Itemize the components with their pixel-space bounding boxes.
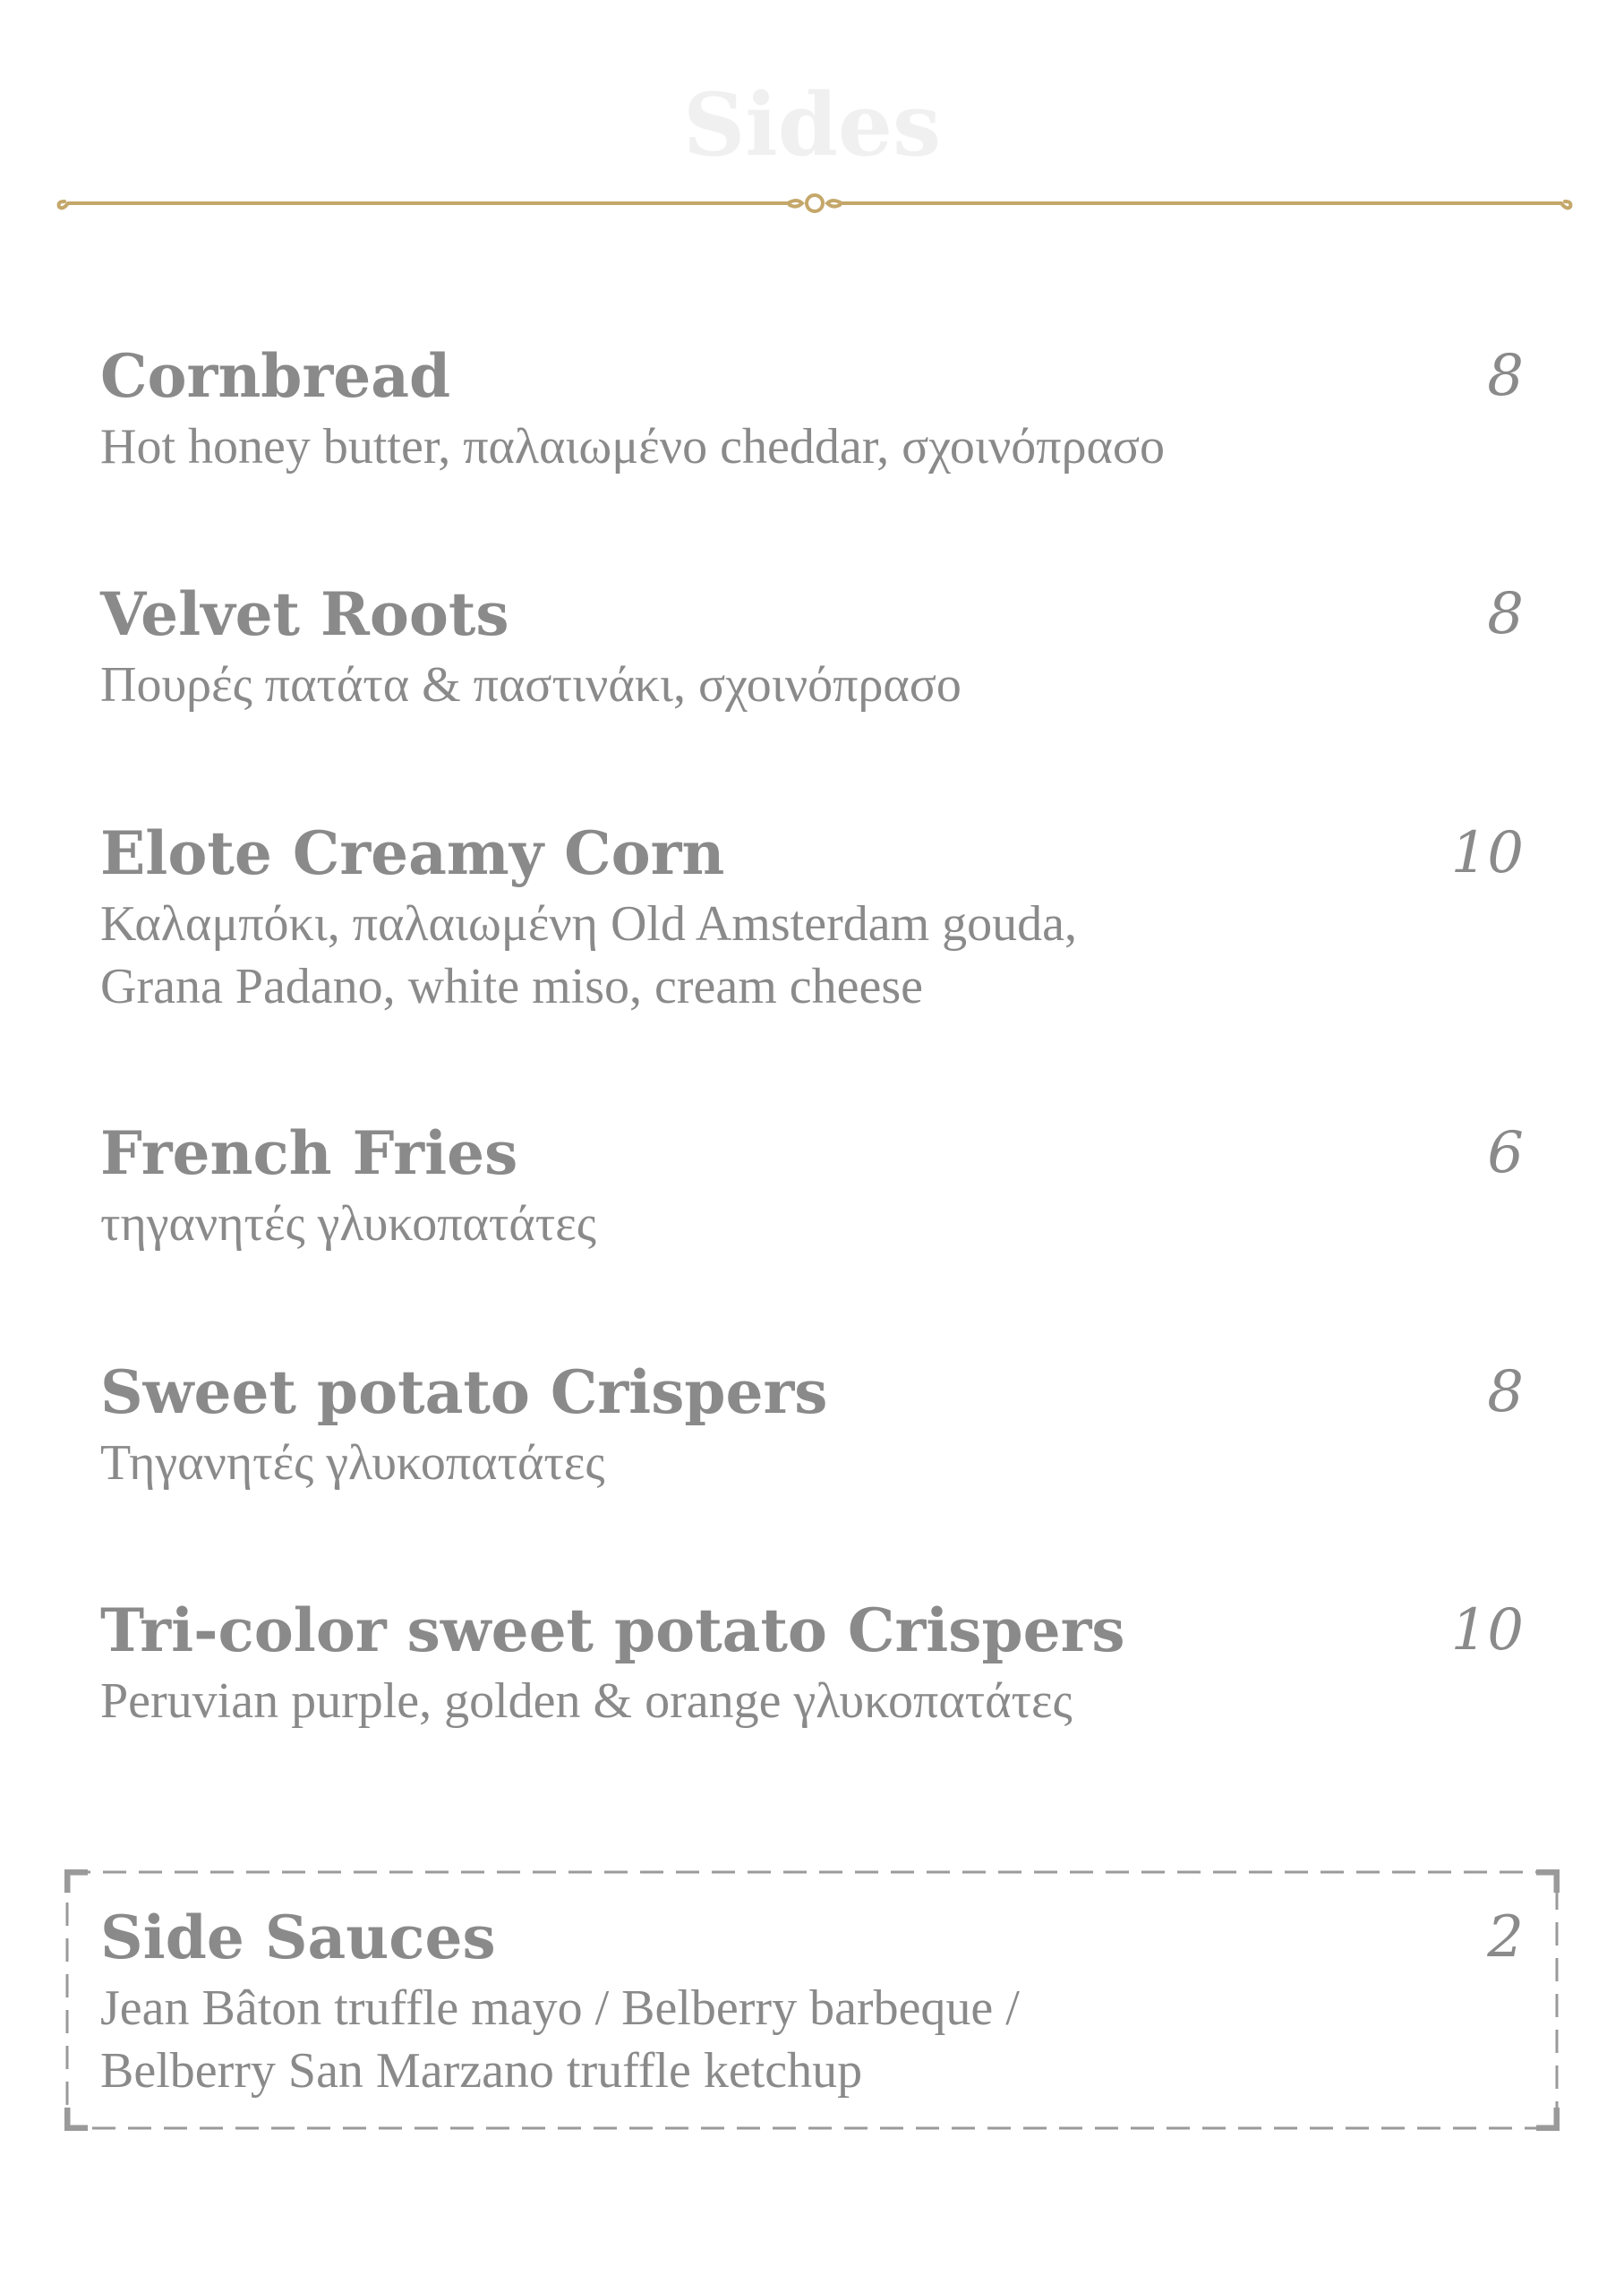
item-name: Elote Creamy Corn [100,818,725,888]
item-price: 2 [1487,1904,1524,1971]
item-description: τηγανητές γλυκοπατάτες [100,1196,596,1252]
menu-item-elote-creamy-corn [100,814,1524,1018]
item-description: Hot honey butter, παλαιωμένο cheddar, σχοινόπρασο [100,419,1166,475]
item-name: Velvet Roots [100,579,509,649]
menu-item-velvet-roots [100,575,1524,716]
item-name: Cornbread [100,341,451,411]
item-name: French Fries [100,1118,518,1188]
item-price: 10 [1450,820,1524,886]
item-price: 8 [1487,343,1524,409]
item-name: Side Sauces [100,1903,496,1972]
item-name: Sweet potato Crispers [100,1357,828,1427]
menu-item-french-fries [100,1114,1524,1255]
item-description: Καλαμπόκι, παλαιωμένη Old Amsterdam gouda, Grana Padano, white miso, cream cheese [100,896,1077,1014]
item-description: Πουρές πατάτα & παστινάκι, σχοινόπρασο [100,657,962,713]
menu-item-sweet-potato-crispers [100,1353,1524,1494]
menu-item-tri-color-sweet-potato-crispers [100,1591,1524,1732]
item-name: Tri-color sweet potato Crispers [100,1595,1125,1665]
item-price: 10 [1450,1597,1524,1663]
item-description: Peruvian purple, golden & orange γλυκοπατάτες [100,1673,1073,1729]
item-price: 6 [1487,1120,1524,1186]
item-description: Jean Bâton truffle mayo / Belberry barbeque / Belberry San Marzano truffle ketchup [100,1980,1020,2099]
menu-item-cornbread [100,337,1524,478]
menu-item-side-sauces [100,1898,1524,2102]
title-divider-ornament [54,185,1576,221]
item-description: Τηγανητές γλυκοπατάτες [100,1435,605,1491]
item-price: 8 [1487,1359,1524,1425]
page-title: Sides [682,74,942,175]
item-price: 8 [1487,581,1524,647]
